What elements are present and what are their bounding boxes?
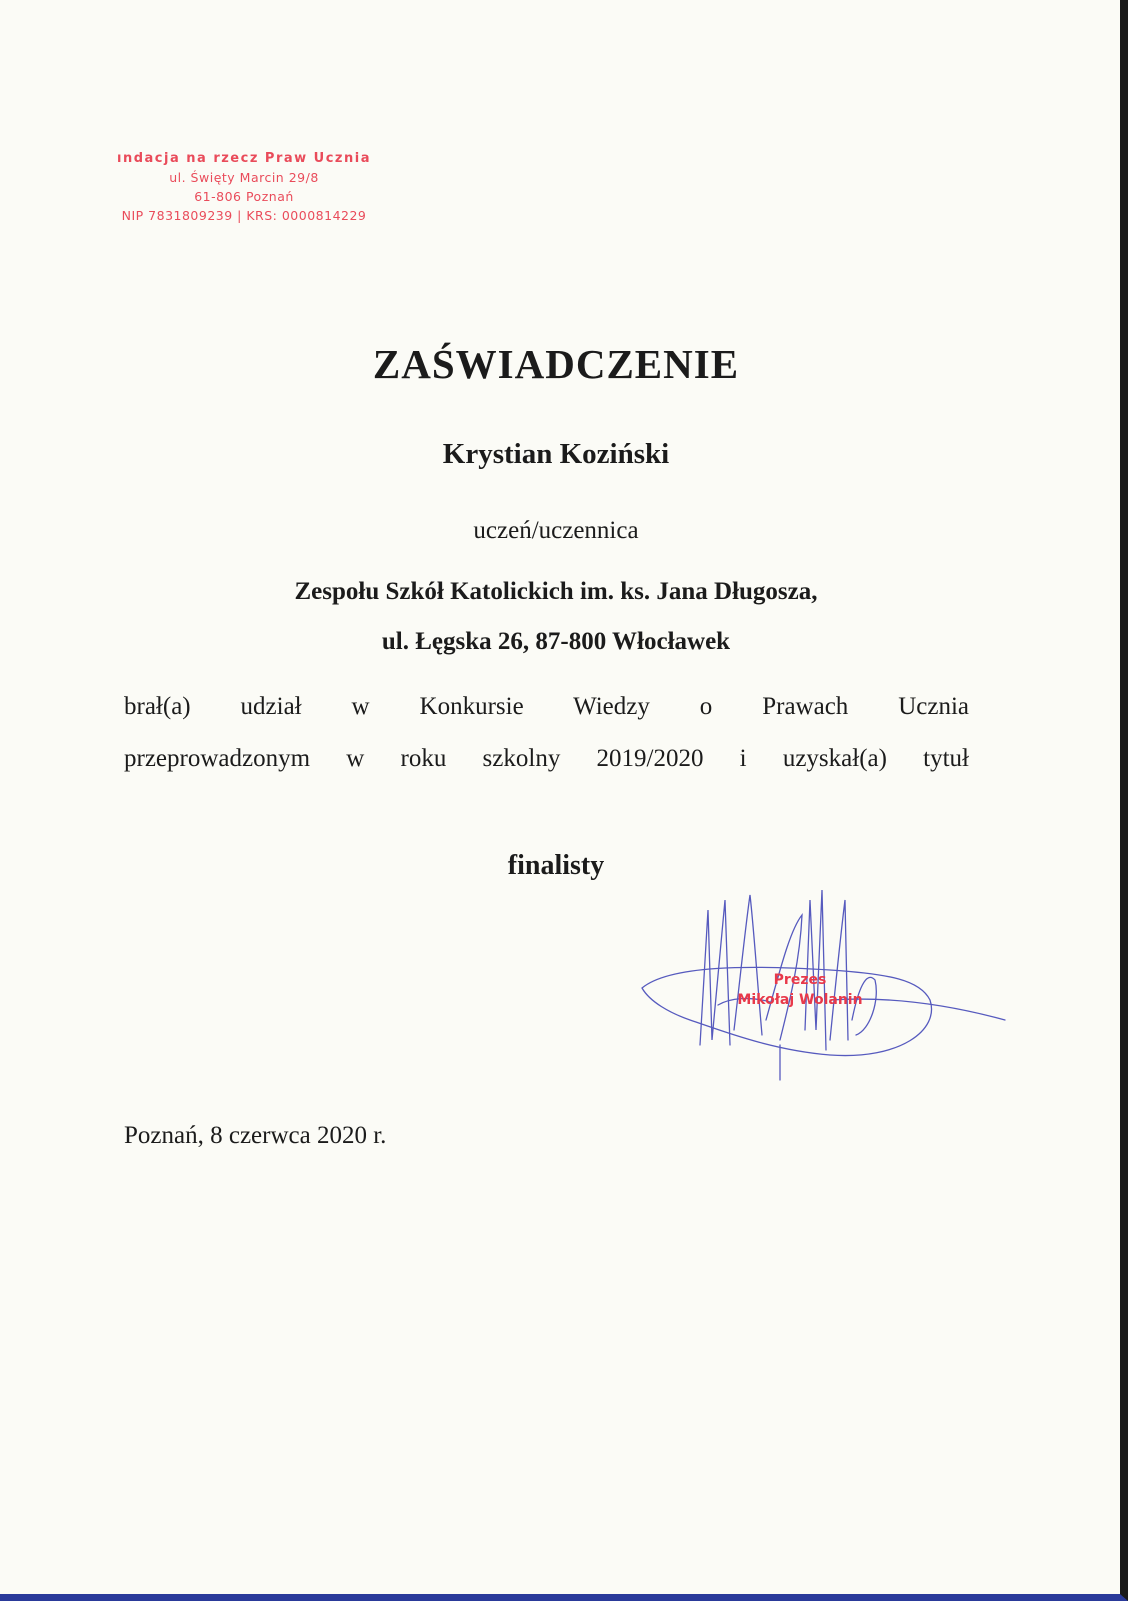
body-text-line-1: brał(a) udział w Konkursie Wiedzy o Prawach Ucznia [124, 693, 969, 720]
stamp-line-city: 61-806 Poznań [194, 189, 294, 204]
signature-block [630, 870, 1010, 1090]
signature-stamp [700, 970, 900, 1010]
document-title: ZAŚWIADCZENIE [372, 341, 740, 387]
recipient-role: uczeń/uczennica [473, 517, 639, 544]
school-address: ul. Łęgska 26, 87-800 Włocławek [381, 628, 731, 655]
school-name: Zespołu Szkół Katolickich im. ks. Jana Długosza, [294, 578, 818, 605]
award-title: finalisty [507, 850, 605, 881]
place-and-date: Poznań, 8 czerwca 2020 r. [124, 1122, 387, 1149]
body-text-line-2: przeprowadzonym w roku szkolny 2019/2020 i uzyskał(a) tytuł [124, 745, 969, 772]
recipient-name: Krystian Koziński [442, 438, 670, 470]
foundation-stamp [84, 150, 404, 225]
signature-stamp-name: Mikołaj Wolanin [737, 992, 863, 1008]
signature-stamp-position: Prezes [773, 972, 827, 988]
stamp-line-registry: NIP 7831809239 | KRS: 0000814229 [121, 208, 367, 223]
stamp-line-street: ul. Święty Marcin 29/8 [169, 170, 319, 185]
stamp-line-organization: ındacja na rzecz Praw Ucznia [117, 151, 371, 166]
